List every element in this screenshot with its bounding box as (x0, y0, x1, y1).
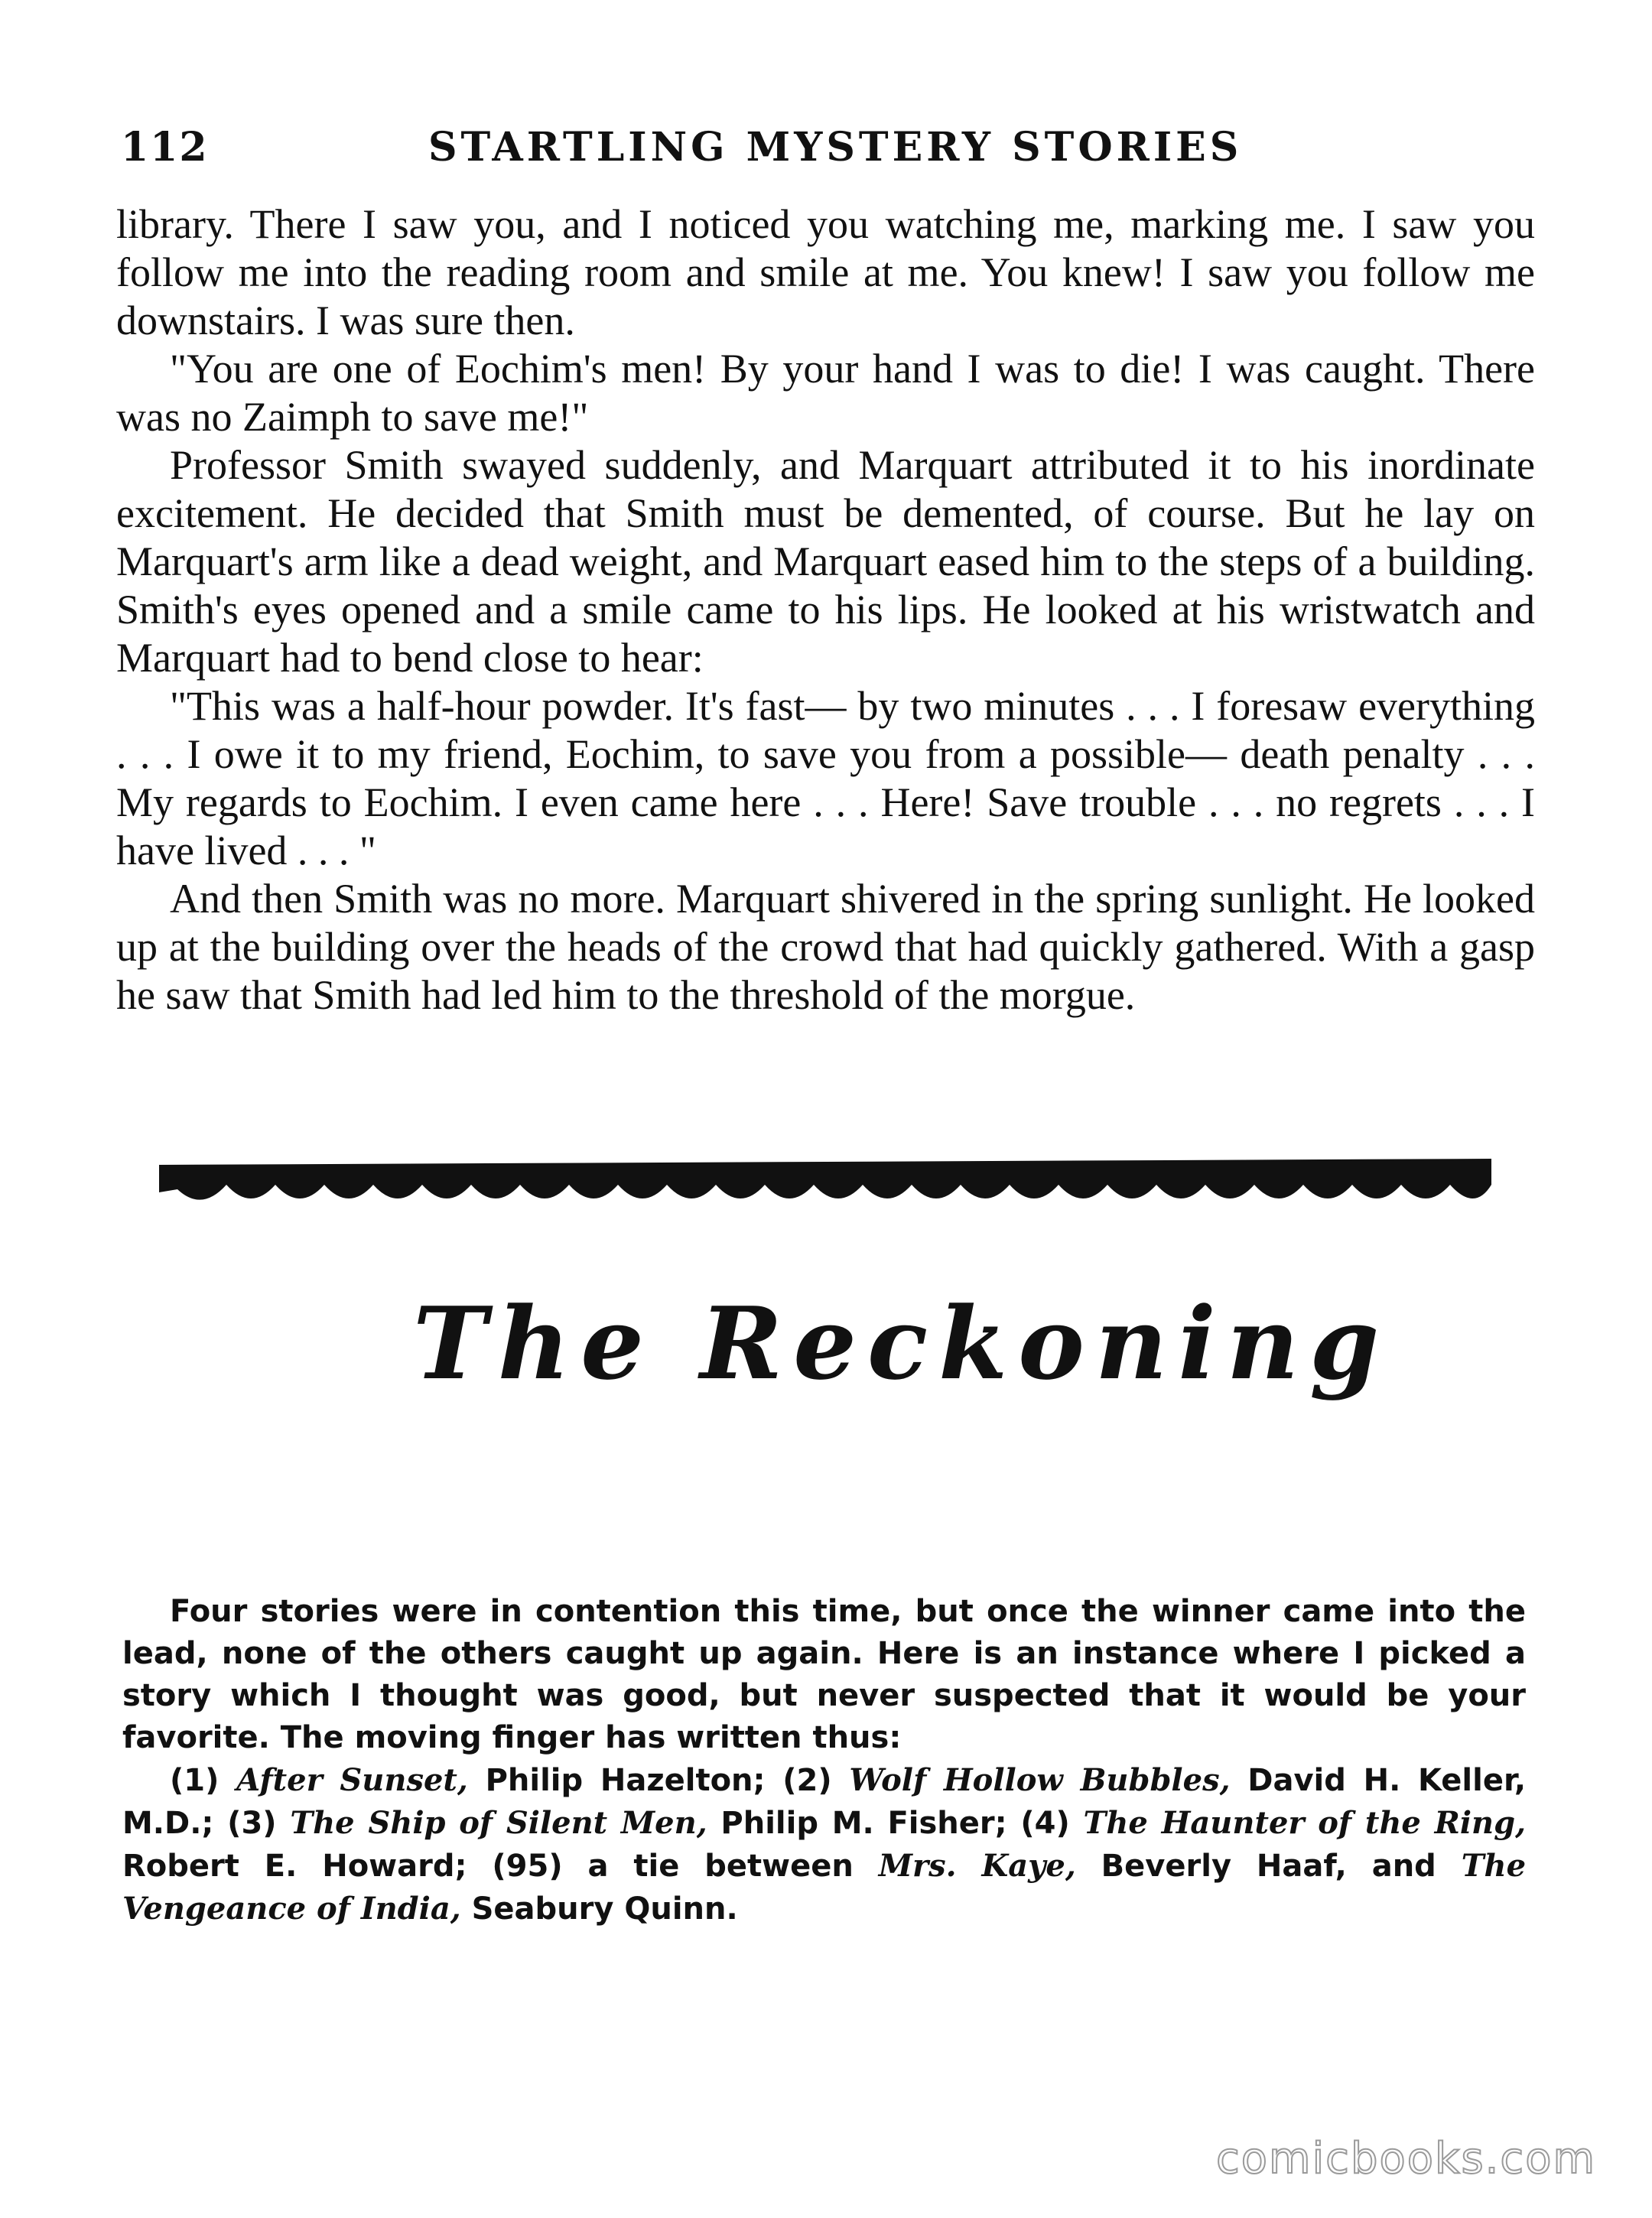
running-head: STARTLING MYSTERY STORIES (428, 124, 1243, 171)
wave-rule-ornament (159, 1159, 1491, 1220)
watermark: comicbooks.com (1216, 2134, 1597, 2184)
result-rank: (3) (227, 1806, 291, 1841)
story-title: Wolf Hollow Bubbles, (849, 1762, 1231, 1798)
result-rank: (4) (1020, 1806, 1084, 1841)
result-rank: (95) a tie between (492, 1849, 879, 1884)
reckoning-intro: Four stories were in contention this time, but once the winner came into the lead, none of the others caught up again. Here is an instance where I picked a story which I thought was good, but never suspected that it would be your favorite. The moving finger has written thus: (122, 1594, 1526, 1755)
result-rank: (2) (782, 1763, 850, 1798)
story-title: The Haunter of the Ring, (1083, 1805, 1527, 1841)
story-title: The Ship of Silent Men, (290, 1805, 707, 1841)
section-title: The Reckoning (413, 1285, 1390, 1402)
result-rank: (1) (170, 1763, 237, 1798)
reckoning-results (122, 1759, 1526, 1930)
story-author: Beverly Haaf, and (1075, 1849, 1462, 1884)
reckoning-text (122, 1591, 1526, 1930)
page-number: 112 (121, 124, 209, 171)
story-author: Seabury Quinn. (460, 1891, 738, 1927)
story-paragraph: "This was a half-hour powder. It's fast— by two minutes . . . I foresaw everything . . . I owe it to my friend, Eochim, to save you from a possible— death penalty . . . My regards to Eochim. I even came here . . . Here! Save trouble . . . no regrets . . . I have lived . . . " (116, 683, 1535, 873)
story-author: Robert E. Howard; (122, 1849, 493, 1884)
story-author: David H. Keller, M.D.; (122, 1763, 1527, 1841)
story-paragraph: library. There I saw you, and I noticed you watching me, marking me. I saw you follow me into the reading room and smile at me. You knew! I saw you follow me downstairs. I was sure then. (116, 201, 1535, 343)
story-title: The Vengeance of India, (122, 1848, 1527, 1927)
story-author: Philip M. Fisher; (707, 1806, 1021, 1841)
story-author: Philip Hazelton; (467, 1763, 783, 1798)
story-paragraph: Professor Smith swayed suddenly, and Marquart attributed it to his inordinate excitement. He decided that Smith must be demented, of course. But he lay on Marquart's arm like a dead weight, and Marquart eased him to the steps of a building. Smith's eyes opened and a smile came to his lips. He looked at his wristwatch and Marquart had to bend close to hear: (116, 442, 1535, 681)
story-text (116, 200, 1535, 1020)
story-title: Mrs. Kaye, (878, 1848, 1076, 1884)
story-paragraph: And then Smith was no more. Marquart shivered in the spring sunlight. He looked up at the building over the heads of the crowd that had quickly gathered. With a gasp he saw that Smith had led him to the threshold of the morgue. (116, 876, 1535, 1018)
story-title: After Sunset, (236, 1762, 468, 1798)
story-paragraph: "You are one of Eochim's men! By your hand I was to die! I was caught. There was no Zaimph to save me!" (116, 346, 1535, 440)
